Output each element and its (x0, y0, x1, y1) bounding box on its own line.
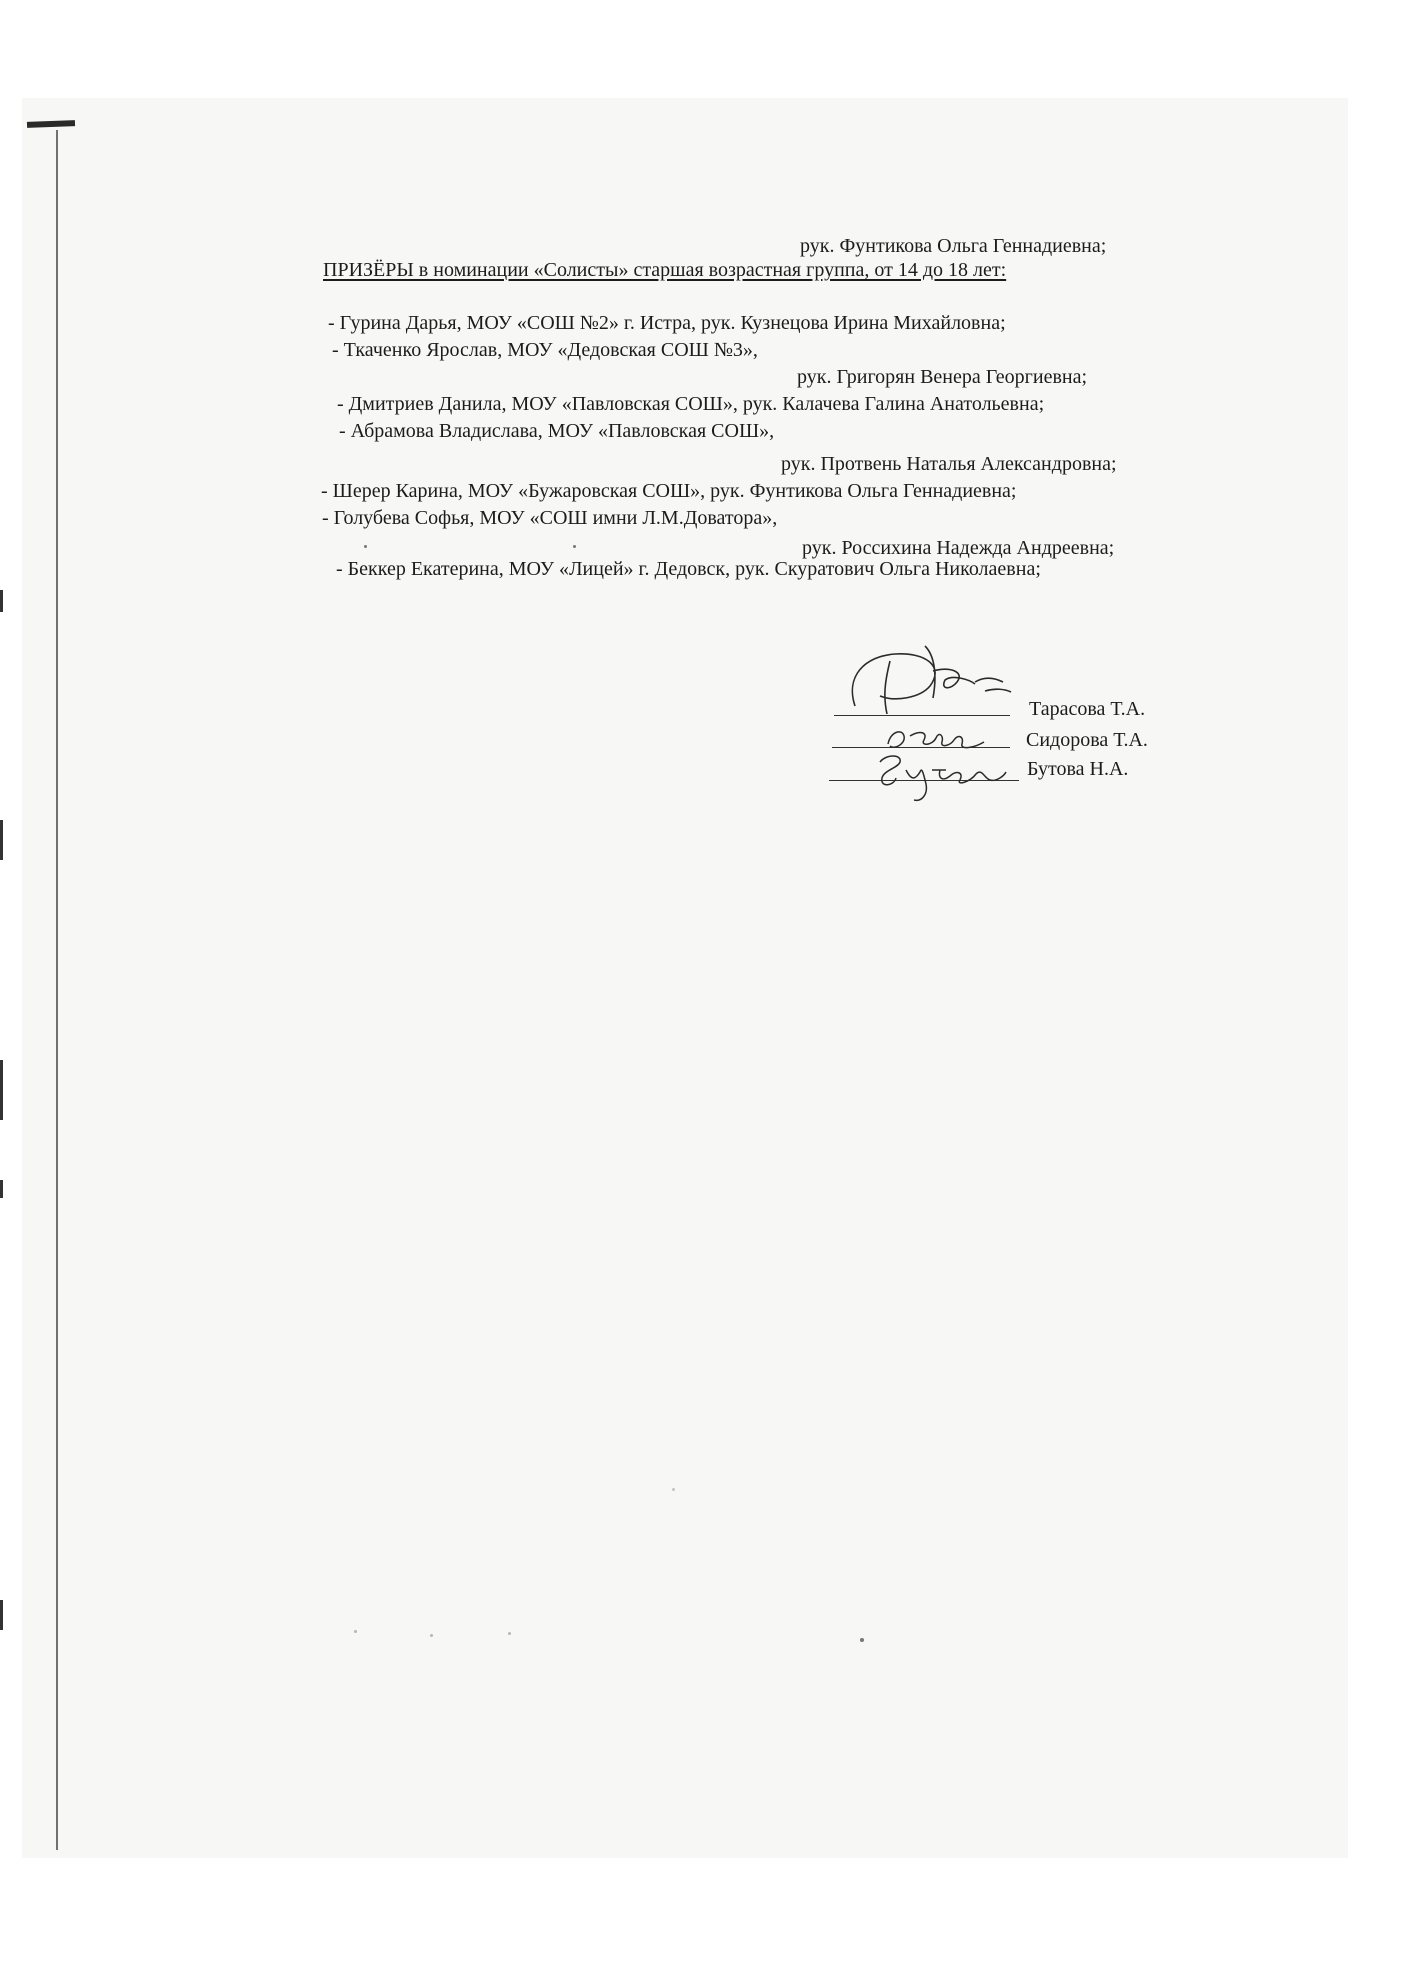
list-item: - Абрамова Владислава, МОУ «Павловская СОШ», (339, 420, 775, 442)
scanned-page (22, 98, 1348, 1858)
scan-speck (430, 1634, 433, 1637)
edge-dash (0, 1060, 3, 1120)
edge-dash (0, 1180, 3, 1198)
scan-speck (860, 1638, 864, 1642)
page-edge-line (56, 130, 58, 1850)
list-item: рук. Протвень Наталья Александровна; (781, 453, 1117, 475)
scan-speck (672, 1488, 675, 1491)
list-item: - Голубева Софья, МОУ «СОШ имни Л.М.Доватора», (322, 507, 778, 529)
list-item: рук. Григорян Венера Георгиевна; (797, 366, 1088, 388)
list-item: рук. Россихина Надежда Андреевна; (802, 537, 1115, 559)
top-line: рук. Фунтикова Ольга Геннадиевна; (800, 235, 1107, 257)
scan-speck (508, 1632, 511, 1635)
scan-speck (364, 545, 367, 548)
edge-dash (0, 1600, 3, 1630)
signatory-name: Сидорова Т.А. (1026, 729, 1148, 751)
section-heading: ПРИЗЁРЫ в номинации «Солисты» старшая возрастная группа, от 14 до 18 лет: (323, 259, 1007, 281)
signatory-name: Бутова Н.А. (1027, 758, 1129, 780)
list-item: - Шерер Карина, МОУ «Бужаровская СОШ», рук. Фунтикова Ольга Геннадиевна; (321, 480, 1017, 502)
signature-3 (866, 748, 1016, 808)
list-item: - Ткаченко Ярослав, МОУ «Дедовская СОШ №3», (332, 339, 758, 361)
signature-1 (835, 636, 1035, 726)
signatory-name: Тарасова Т.А. (1029, 698, 1146, 720)
edge-dash (0, 820, 3, 860)
edge-dash (0, 590, 3, 612)
list-item: - Дмитриев Данила, МОУ «Павловская СОШ», рук. Калачева Галина Анатольевна; (337, 393, 1045, 415)
scan-speck (573, 545, 576, 548)
list-item: - Гурина Дарья, МОУ «СОШ №2» г. Истра, рук. Кузнецова Ирина Михайловна; (328, 312, 1006, 334)
list-item: - Беккер Екатерина, МОУ «Лицей» г. Дедовск, рук. Скуратович Ольга Николаевна; (336, 558, 1041, 580)
scan-speck (354, 1630, 357, 1633)
